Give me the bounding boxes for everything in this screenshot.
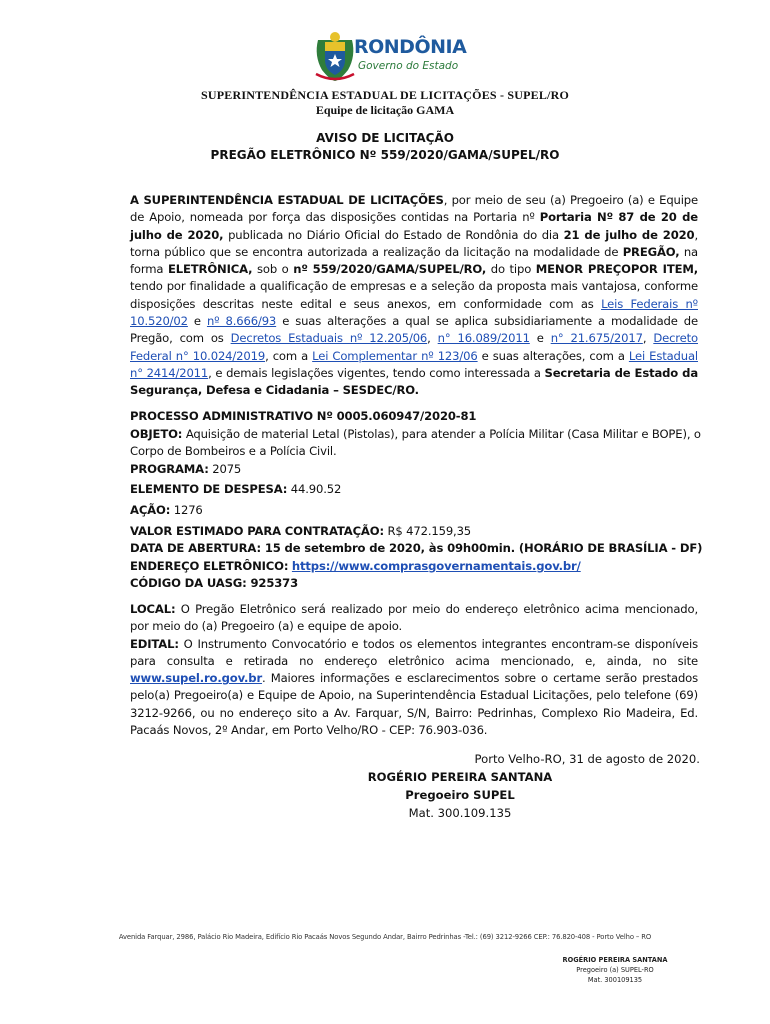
intro-text: publicada no Diário Oficial do Estado de Rondônia do dia (223, 227, 564, 242)
expense-label: ELEMENTO DE DESPESA: (130, 482, 288, 497)
intro-text: , e demais legislações vigentes, tendo como interessada a (208, 365, 545, 380)
compras-link[interactable]: https://www.comprasgovernamentais.gov.br/ (291, 558, 581, 573)
intro-modality: PREGÃO, (622, 244, 680, 259)
process-number: PROCESSO ADMINISTRATIVO Nº 0005.060947/2020-81 (130, 409, 477, 423)
intro-form: ELETRÔNICA, (168, 262, 253, 277)
uasg-code: CÓDIGO DA UASG: 925373 (130, 576, 299, 591)
object-value: Aquisição de material Letal (Pistolas), para atender a Polícia Militar (Casa Militar e BOPE), o Corpo de Bombeiros e a Polícia Civil. (130, 426, 701, 459)
intro-agency: A SUPERINTENDÊNCIA ESTADUAL DE LICITAÇÕES (130, 193, 444, 207)
signer-role: Pregoeiro SUPEL (405, 788, 515, 802)
decree-link-10024[interactable]: Decreto Federal n° 10.024/2019 (130, 331, 698, 363)
signer-mat: Mat. 300.109.135 (408, 806, 512, 820)
intro-text: na forma (130, 244, 698, 277)
opening-date: DATA DE ABERTURA: 15 de setembro de 2020, às 09h00min. (HORÁRIO DE BRASÍLIA - DF) (130, 541, 703, 556)
signature-block (300, 750, 700, 822)
intro-text: , (642, 331, 654, 346)
footer-address: Avenida Farquar, 2986, Palácio Rio Madeira, Edifício Rio Pacaás Novos Segundo Andar, Bairro Pedrinhas -Tel.: (69) 3212-9266 CEP.: 76.820-408 - Porto Velho – RO (118, 933, 652, 941)
decree-link-12205[interactable]: Decretos Estaduais nº 12.205/06 (230, 331, 428, 346)
intro-text: tendo por finalidade a qualificação de empresas e a seleção da proposta mais vantajosa, conforme disposições descritas neste edital e seus anexos, em conformidade com as (130, 279, 698, 311)
intro-interested-party: Secretaria de Estado da Segurança, Defesa e Cidadania – SESDEC/RO. (130, 365, 698, 398)
logo-subtitle: Governo do Estado (358, 60, 459, 72)
intro-text: , (427, 331, 438, 346)
edital-label: EDITAL: (130, 636, 179, 651)
electronic-address-label: ENDEREÇO ELETRÔNICO: (130, 558, 289, 573)
program-label: PROGRAMA: (130, 461, 209, 476)
intro-portaria: Portaria Nº 87 de 20 de julho de 2020, (130, 210, 698, 242)
intro-number: nº 559/2020/GAMA/SUPEL/RO, (293, 262, 487, 277)
stamp-mat: Mat. 300109135 (587, 976, 643, 984)
law-link-8666[interactable]: nº 8.666/93 (206, 314, 277, 329)
intro-text: e suas alterações a qual se aplica subsidiariamente a modalidade de Pregão, com os (130, 314, 698, 346)
object-label: OBJETO: (130, 426, 183, 441)
location-section (130, 601, 698, 739)
logo-title: RONDÔNIA (354, 36, 467, 58)
intro-text: e suas alterações, com a (477, 348, 629, 363)
procurement-details (130, 408, 705, 593)
team-name: Equipe de licitação GAMA (315, 103, 455, 117)
notice-title: AVISO DE LICITAÇÃO (316, 131, 454, 145)
digital-signature-stamp (540, 955, 690, 985)
action-value: 1276 (170, 502, 203, 517)
decree-link-21675[interactable]: n° 21.675/2017 (550, 331, 643, 346)
law-link-2414[interactable]: Lei Estadual n° 2414/2011 (130, 348, 698, 380)
intro-date: 21 de julho de 2020 (563, 227, 695, 242)
local-label: LOCAL: (130, 602, 176, 616)
program-value: 2075 (208, 461, 242, 476)
intro-text: , com a (265, 348, 313, 363)
estimated-value-label: VALOR ESTIMADO PARA CONTRATAÇÃO: (130, 523, 384, 538)
stamp-name: ROGÉRIO PEREIRA SANTANA (562, 956, 668, 964)
agency-name: SUPERINTENDÊNCIA ESTADUAL DE LICITAÇÕES - SUPEL/RO (201, 88, 569, 102)
intro-text: , torna público que se encontra autorizada a realização da licitação na modalidade de (130, 227, 698, 259)
intro-text: , por meio de seu (a) Pregoeiro (a) e Equipe de Apoio, nomeada por força das disposições contidas na Portaria nº (130, 193, 698, 225)
intro-text: e (187, 314, 207, 329)
supel-link[interactable]: www.supel.ro.gov.br (130, 671, 263, 686)
law-link-123[interactable]: Lei Complementar nº 123/06 (312, 348, 478, 363)
intro-text: do tipo (486, 262, 536, 277)
intro-text: sob o (252, 262, 294, 277)
edital-text: O Instrumento Convocatório e todos os elementos integrantes encontram-se disponíveis para consulta e retirada no endereço eletrônico acima mencionado, e, ainda, no site (130, 636, 698, 668)
edital-text: . Maiores informações e esclarecimentos sobre o certame serão prestados pelo(a) Pregoeiro(a) e Equipe de Apoio, na Superintendência Estadual Licitações, pelo telefone (69) 3212-9266, ou no endereço sito a Av. Farquar, S/N, Bairro: Pedrinhas, Complexo Rio Madeira, Ed. Pacaás Novos, 2º Andar, em Porto Velho/RO - CEP: 76.903-036. (130, 671, 698, 738)
intro-type: MENOR PREÇOPOR ITEM, (535, 262, 698, 277)
intro-paragraph (130, 192, 698, 400)
coat-of-arms-icon (312, 30, 358, 82)
government-logo (312, 30, 472, 82)
local-text: O Pregão Eletrônico será realizado por meio do endereço eletrônico acima mencionado, por meio do (a) Pregoeiro (a) e equipe de apoio. (130, 602, 698, 634)
signer-name: ROGÉRIO PEREIRA SANTANA (367, 770, 553, 784)
notice-subtitle: PREGÃO ELETRÔNICO Nº 559/2020/GAMA/SUPEL/RO (210, 148, 560, 162)
stamp-role: Pregoeiro (a) SUPEL-RO (576, 966, 654, 974)
expense-value: 44.90.52 (287, 482, 342, 497)
signature-date: Porto Velho-RO, 31 de agosto de 2020. (474, 752, 700, 766)
estimated-value: R$ 472.159,35 (383, 523, 472, 538)
intro-text: e (529, 331, 551, 346)
decree-link-16089[interactable]: n° 16.089/2011 (437, 331, 530, 346)
law-link-10520[interactable]: Leis Federais nº 10.520/02 (130, 296, 698, 329)
action-label: AÇÃO: (130, 502, 171, 517)
